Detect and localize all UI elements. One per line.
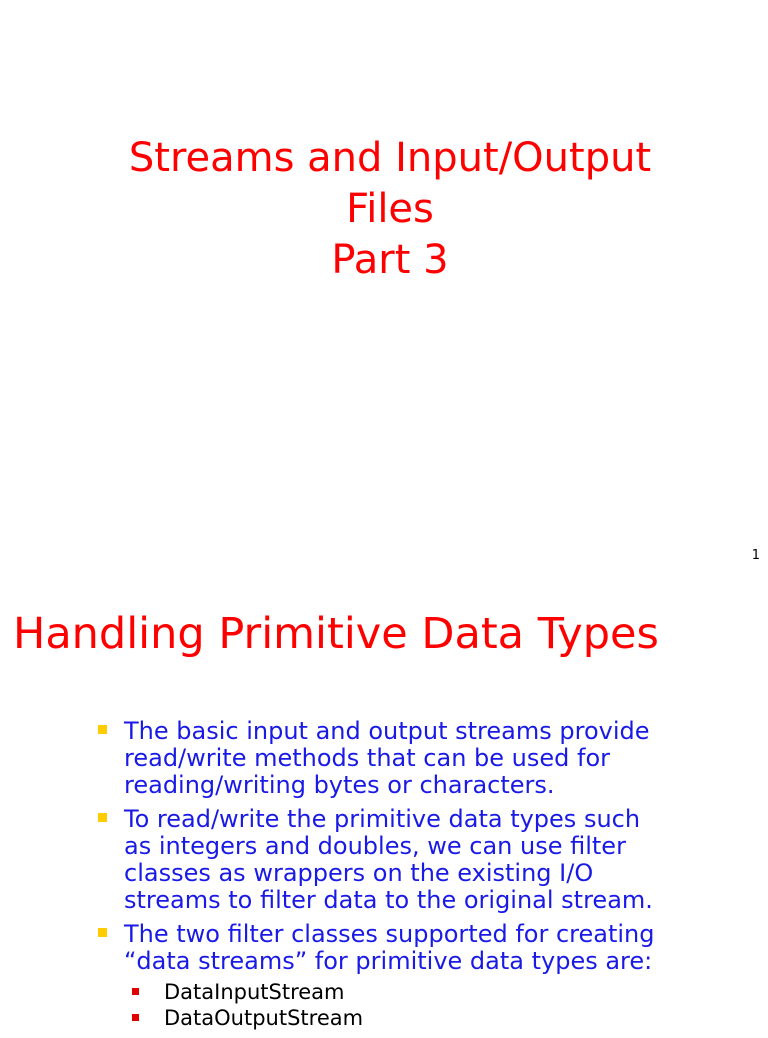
slide-title-line: Part 3 — [331, 237, 449, 283]
bullet-line: The basic input and output streams provide — [124, 717, 650, 745]
sub-bullet-label: DataInputStream — [164, 980, 345, 1004]
sub-bullet-label: DataOutputStream — [164, 1006, 364, 1030]
bullet-line: “data streams” for primitive data types are: — [124, 947, 653, 975]
sub-bullet-list — [124, 979, 758, 1031]
bullet-line: The two filter classes supported for creating — [124, 920, 655, 948]
bullet-line: streams to filter data to the original stream. — [124, 886, 653, 914]
sub-bullet-item — [132, 1005, 768, 1031]
slide-title — [0, 133, 768, 286]
square-sub-bullet-icon — [132, 988, 139, 995]
bullet-line: read/write methods that can be used for — [124, 744, 610, 772]
bullet-list — [98, 718, 758, 1038]
square-sub-bullet-icon — [132, 1014, 139, 1021]
bullet-line: To read/write the primitive data types such — [124, 805, 641, 833]
square-bullet-icon — [98, 813, 107, 822]
bullet-item — [98, 718, 758, 799]
square-bullet-icon — [98, 928, 107, 937]
slide-title-line: Files — [346, 186, 434, 232]
slide-title-line: Streams and Input/Output — [128, 135, 652, 181]
bullet-item — [98, 806, 758, 914]
bullet-item — [98, 921, 758, 1031]
square-bullet-icon — [98, 725, 107, 734]
page-number: 1 — [751, 548, 760, 563]
slide-heading: Handling Primitive Data Types — [13, 609, 659, 659]
bullet-line: classes as wrappers on the existing I/O — [124, 859, 594, 887]
slide-2 — [0, 576, 768, 1030]
sub-bullet-item — [132, 979, 768, 1005]
bullet-line: reading/writing bytes or characters. — [124, 771, 555, 799]
bullet-line: as integers and doubles, we can use filter — [124, 832, 626, 860]
